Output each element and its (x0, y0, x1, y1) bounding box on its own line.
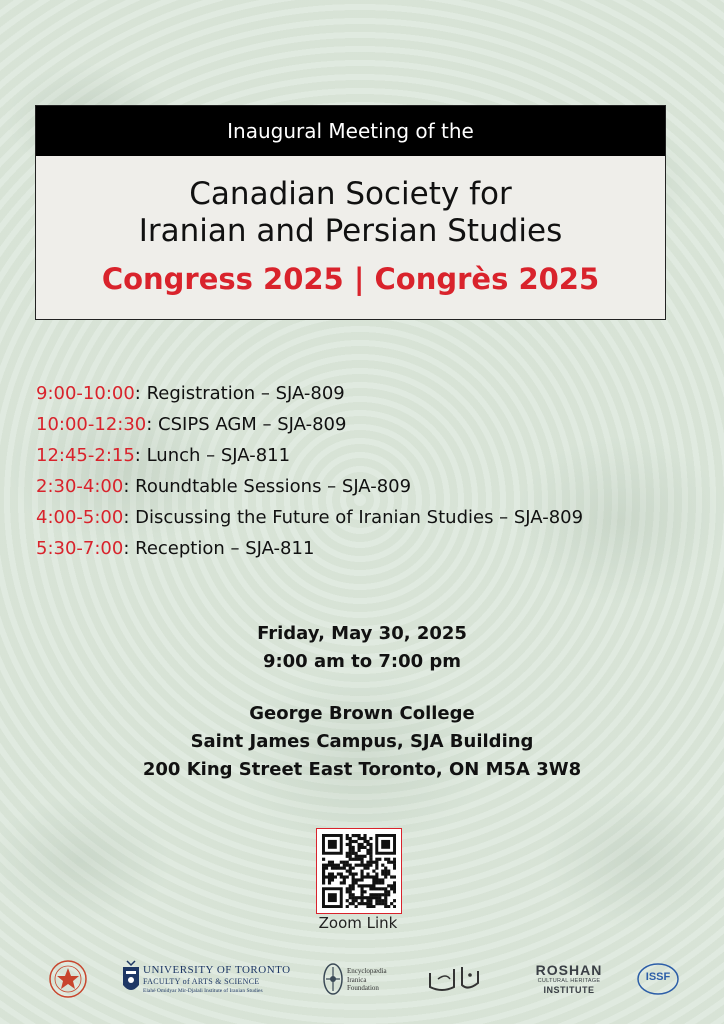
schedule-event: : CSIPS AGM – SJA-809 (146, 414, 347, 435)
title-box (35, 105, 666, 320)
sponsor-logos (0, 955, 724, 1005)
schedule-item (36, 471, 696, 502)
qr-code-icon (322, 834, 396, 908)
schedule-time: 9:00-10:00 (36, 383, 135, 404)
schedule-event: : Roundtable Sessions – SJA-809 (123, 476, 412, 497)
event-hours: 9:00 am to 7:00 pm (262, 651, 462, 672)
zoom-link-label[interactable]: Zoom Link (318, 914, 398, 932)
schedule-event: : Discussing the Future of Iranian Studies – SJA-809 (123, 507, 584, 528)
schedule-time: 12:45-2:15 (36, 445, 135, 466)
schedule-item (36, 502, 696, 533)
title-line-2: Iranian and Persian Studies (138, 213, 563, 249)
schedule-event: : Lunch – SJA-811 (134, 445, 291, 466)
schedule-time: 5:30-7:00 (36, 538, 124, 559)
roshan-logo: ROSHAN CULTURAL HERITAGE INSTITUTE (535, 962, 603, 995)
title-line-1: Canadian Society for (189, 176, 512, 212)
date-block (0, 620, 724, 676)
schedule-item (36, 533, 696, 564)
congress-title: Congress 2025 | Congrès 2025 (101, 262, 600, 296)
venue-campus: Saint James Campus, SJA Building (190, 731, 534, 752)
venue-address: 200 King Street East Toronto, ON M5A 3W8 (142, 759, 582, 780)
zoom-qr-code[interactable] (316, 828, 402, 914)
schedule-time: 4:00-5:00 (36, 507, 124, 528)
venue-block (0, 700, 724, 784)
schedule-event: : Registration – SJA-809 (134, 383, 345, 404)
event-date: Friday, May 30, 2025 (257, 623, 467, 644)
schedule-list (36, 378, 696, 564)
iranica-logo-text: Encyclopædia Iranica Foundation (347, 967, 387, 992)
uoft-crest-icon (122, 959, 140, 999)
schedule-item (36, 378, 696, 409)
venue-name: George Brown College (249, 703, 475, 724)
header-band: Inaugural Meeting of the (36, 106, 665, 156)
calligraphy-logo-icon (424, 963, 488, 995)
iranica-emblem-icon (322, 961, 344, 997)
schedule-event: : Reception – SJA-811 (123, 538, 315, 559)
schedule-item (36, 409, 696, 440)
issf-logo-text: ISSF (645, 971, 671, 983)
schedule-item (36, 440, 696, 471)
schedule-time: 10:00-12:30 (36, 414, 147, 435)
uoft-logo-text: UNIVERSITY OF TORONTO FACULTY of ARTS & SCIENCE Elahé Omidyar Mir-Djalali Institute of Iranian Studies (143, 964, 291, 994)
schedule-time: 2:30-4:00 (36, 476, 124, 497)
csips-seal-icon (48, 959, 88, 999)
